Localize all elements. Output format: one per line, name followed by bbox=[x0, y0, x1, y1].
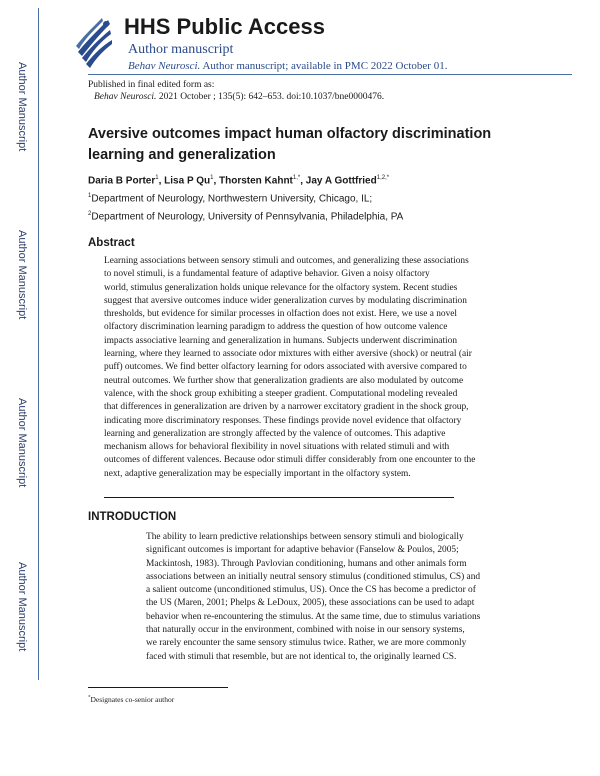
sidebar-label: Author Manuscript bbox=[16, 230, 28, 320]
author-affil-sup: 1 bbox=[210, 175, 214, 181]
author-list bbox=[88, 175, 389, 186]
abstract-line: outcomes of different valences. Because odor stimuli differ considerably from one encounter to the bbox=[104, 455, 476, 466]
abstract-line: that differences in generalization are driven by a narrower excitatory gradient in the shock group, bbox=[104, 402, 469, 413]
introduction-line: the US (Maren, 2001; Phelps & LeDoux, 2005), these associations can be used to adapt bbox=[146, 598, 475, 609]
availability-line bbox=[128, 60, 447, 72]
abstract-line: neutral outcomes. We further show that generalization gradients are also modulated by outcome bbox=[104, 375, 464, 386]
abstract-line: learning, where they learned to associate odor mixtures with either aversive (shock) or neutral (air bbox=[104, 349, 472, 360]
author-name: Daria B Porter bbox=[88, 175, 156, 187]
introduction-line: significant outcomes is important for adaptive behavior (Fanselow & Poulos, 2005; bbox=[146, 545, 459, 556]
header-divider bbox=[88, 74, 572, 75]
paper-title: Aversive outcomes impact human olfactory discrimination learning and generalization bbox=[88, 126, 492, 163]
abstract-line: suggest that aversive outcomes induce wider generalization curves by modulating discrimination bbox=[104, 295, 467, 306]
author-name: , Thorsten Kahnt bbox=[213, 175, 293, 187]
abstract-line: thresholds, but evidence for similar processes in olfaction does not exist. Here, we use a novel bbox=[104, 309, 458, 320]
author-name: , Jay A Gottfried bbox=[300, 175, 377, 187]
author-manuscript-sidebar bbox=[0, 0, 42, 776]
affiliation bbox=[88, 211, 403, 222]
footnote-marker: * bbox=[88, 695, 91, 701]
abstract-heading: Abstract bbox=[88, 237, 135, 249]
abstract-line: learning and generalization are strongly affected by the valence of outcomes. This adaptive bbox=[104, 428, 446, 439]
abstract-line: to novel stimuli, is a fundamental feature of adaptive behavior. Given a noisy olfactory bbox=[104, 269, 430, 280]
author-name: , Lisa P Qu bbox=[158, 175, 211, 187]
author-affil-sup: 1,2,* bbox=[376, 175, 390, 181]
publication-info bbox=[88, 79, 384, 103]
abstract-line: world, stimulus generalization holds unique relevance for the olfactory system. Recent studies bbox=[104, 282, 458, 293]
introduction-line: The ability to learn predictive relationships between sensory stimuli and biologically bbox=[146, 532, 464, 542]
introduction-line: Mackintosh, 1983). Through Pavlovian conditioning, humans and other animals form bbox=[146, 558, 467, 569]
abstract-line: puff) outcomes. We find better olfactory learning for odors associated with aversive compared to bbox=[104, 362, 467, 373]
hhs-header bbox=[72, 12, 572, 78]
abstract-line: impacts associative learning and generalization in humans. Subjects underwent discrimination bbox=[104, 335, 458, 346]
citation-journal: Behav Neurosci. bbox=[94, 92, 157, 102]
abstract-line: mechanism allows for behavioral flexibility in novel situations with related stimuli and with bbox=[104, 442, 450, 453]
introduction-line: faced with stimuli that resemble, but are not identical to, the originally learned CS. bbox=[146, 651, 457, 662]
availability-text: Author manuscript; available in PMC 2022 October 01. bbox=[200, 60, 448, 72]
introduction-line: we rarely encounter the same sensory stimulus twice. Rather, we are more commonly bbox=[146, 638, 467, 649]
hhs-eagle-logo-icon bbox=[72, 12, 116, 70]
introduction-heading: INTRODUCTION bbox=[88, 511, 177, 523]
affiliation-sup: 1 bbox=[88, 193, 92, 199]
sidebar-label: Author Manuscript bbox=[16, 398, 28, 488]
sidebar-label: Author Manuscript bbox=[16, 562, 28, 652]
citation-line bbox=[88, 91, 384, 103]
abstract-body bbox=[104, 255, 492, 481]
abstract-line: next, adaptive generalization may be especially important in the olfactory system. bbox=[104, 468, 411, 479]
footnote-text: Designates co-senior author bbox=[90, 695, 175, 704]
sidebar-divider bbox=[38, 8, 39, 680]
affiliation-sup: 2 bbox=[88, 211, 92, 217]
abstract-line: valence, with the shock group exhibiting a steeper gradient. Computational modeling revealed bbox=[104, 388, 458, 399]
sidebar-label: Author Manuscript bbox=[16, 62, 28, 152]
abstract-line: Learning associations between sensory stimuli and outcomes, and generalizing these associations bbox=[104, 256, 469, 266]
affiliation-text: Department of Neurology, Northwestern University, Chicago, IL; bbox=[91, 193, 373, 205]
introduction-line: a salient outcome (unconditioned stimulus, US). Once the CS has become a predictor of bbox=[146, 585, 476, 596]
citation-details: 2021 October ; 135(5): 642–653. doi:10.1037/bne0000476. bbox=[156, 92, 385, 102]
affiliation bbox=[88, 193, 372, 204]
abstract-line: olfactory discrimination learning paradigm to address the question of how outcome valence bbox=[104, 322, 448, 333]
introduction-line: that naturally occur in the environment, combined with noise in our sensory systems, bbox=[146, 625, 465, 636]
author-affil-sup: 1,* bbox=[292, 175, 301, 181]
published-in-label: Published in final edited form as: bbox=[88, 80, 215, 90]
author-affil-sup: 1 bbox=[155, 175, 159, 181]
abstract-line: indicating more discriminatory responses. These findings provide novel evidence that olfactory bbox=[104, 415, 462, 426]
introduction-line: associations between an initially neutral sensory stimulus (conditioned stimulus, CS) and bbox=[146, 571, 481, 582]
introduction-line: behavior when re-encountering the stimulus. At the same time, due to stimulus variations bbox=[146, 611, 481, 622]
abstract-divider bbox=[104, 497, 454, 498]
footnote bbox=[88, 695, 174, 704]
footnote-divider bbox=[88, 687, 228, 688]
affiliation-text: Department of Neurology, University of Pennsylvania, Philadelphia, PA bbox=[91, 211, 404, 223]
introduction-body bbox=[146, 531, 481, 664]
author-manuscript-label: Author manuscript bbox=[128, 42, 234, 57]
journal-name: Behav Neurosci. bbox=[128, 60, 201, 72]
hhs-public-access-title: HHS Public Access bbox=[124, 14, 325, 39]
